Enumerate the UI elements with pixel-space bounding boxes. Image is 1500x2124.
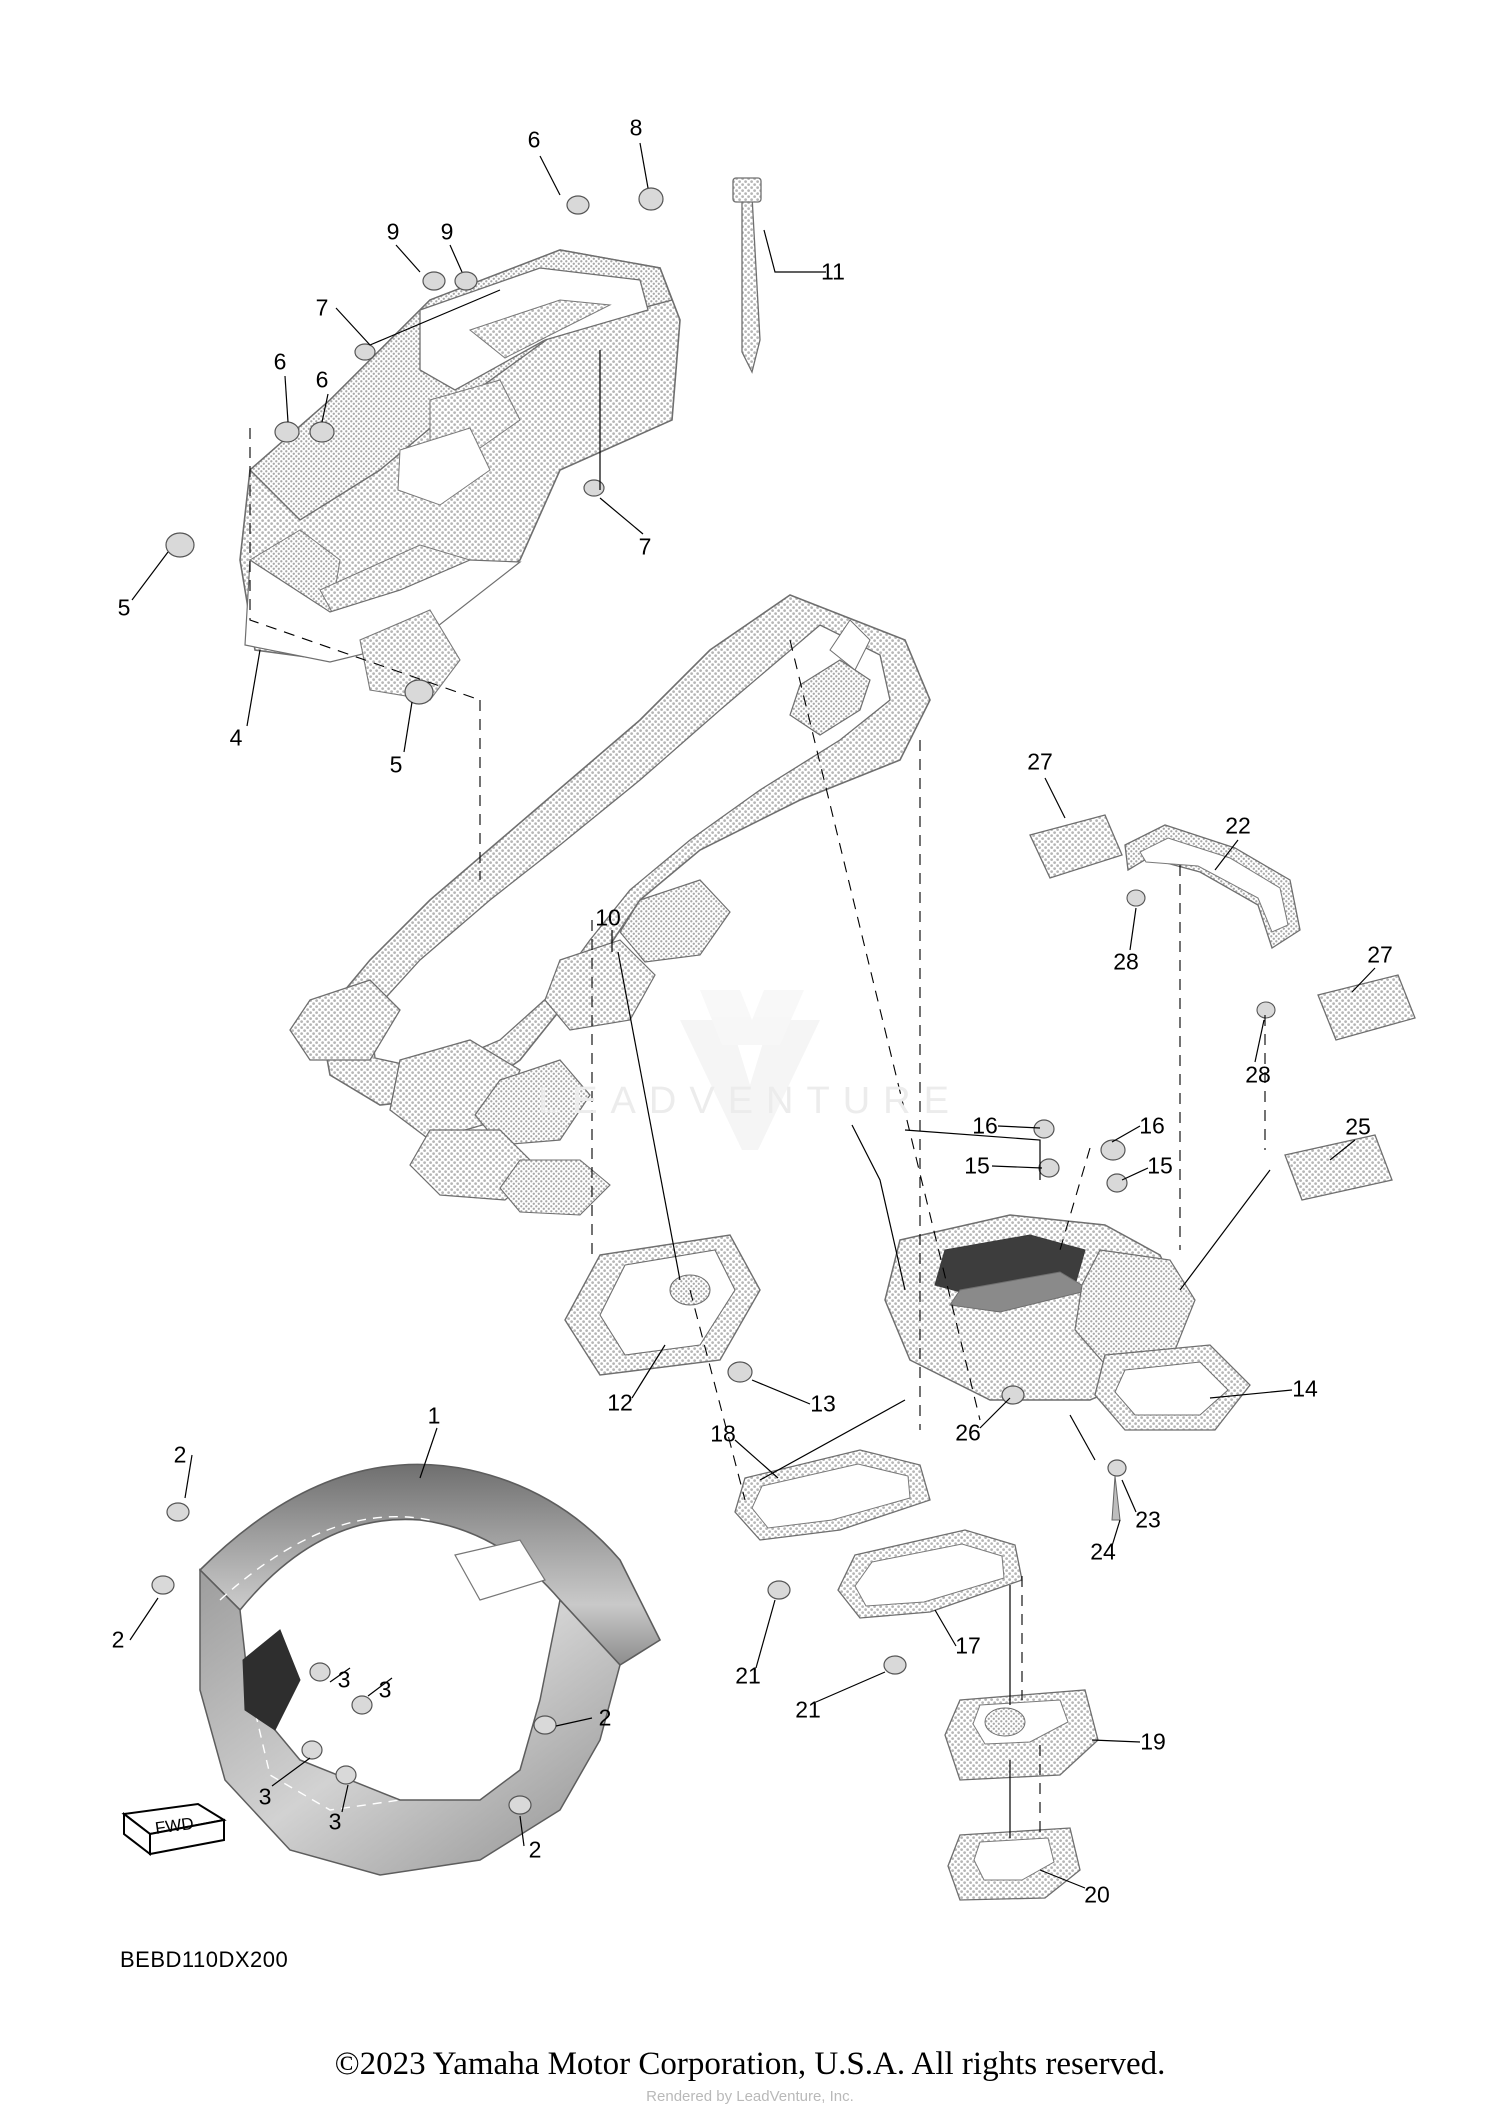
reflectors-and-rail <box>1030 812 1415 1200</box>
callout-17: 17 <box>955 1632 981 1659</box>
callout-3b: 3 <box>378 1676 392 1703</box>
callout-5b: 5 <box>389 751 403 778</box>
callout-28a: 28 <box>1113 948 1139 975</box>
watermark-logo <box>680 990 820 1150</box>
fwd-direction-icon <box>120 1800 230 1860</box>
callout-6: 6 <box>527 126 541 153</box>
callout-18: 18 <box>710 1420 736 1447</box>
callout-24: 24 <box>1090 1538 1116 1565</box>
callout-25: 25 <box>1345 1113 1371 1140</box>
callout-3d: 3 <box>328 1808 342 1835</box>
copyright-notice: ©2023 Yamaha Motor Corporation, U.S.A. All rights reserved. <box>334 2046 1166 2082</box>
callout-27b: 27 <box>1367 941 1393 968</box>
rendered-by-note: Rendered by LeadVenture, Inc. <box>646 2088 854 2105</box>
cable-tie <box>733 178 761 372</box>
callout-2c: 2 <box>598 1704 612 1731</box>
front-fender <box>200 1464 660 1875</box>
callout-21a: 21 <box>735 1662 761 1689</box>
callout-23: 23 <box>1135 1506 1161 1533</box>
callout-5a: 5 <box>117 594 131 621</box>
part-12-bracket <box>565 1235 760 1382</box>
callout-27a: 27 <box>1027 748 1053 775</box>
callout-19: 19 <box>1140 1728 1166 1755</box>
callout-9a: 9 <box>386 218 400 245</box>
callout-2d: 2 <box>528 1836 542 1863</box>
tail-assembly-14 <box>885 1215 1250 1430</box>
part-code-label: BEBD110DX200 <box>120 1947 289 1972</box>
plates-19-20 <box>945 1690 1098 1900</box>
callout-28b: 28 <box>1245 1061 1271 1088</box>
callout-15a: 15 <box>964 1152 990 1179</box>
callout-3c: 3 <box>258 1783 272 1810</box>
callout-21b: 21 <box>795 1696 821 1723</box>
callout-16a: 16 <box>972 1112 998 1139</box>
callout-12: 12 <box>607 1389 633 1416</box>
svg-text:FWD: FWD <box>153 1813 195 1838</box>
callout-7b: 7 <box>638 533 652 560</box>
callout-8: 8 <box>629 114 643 141</box>
callout-13: 13 <box>810 1390 836 1417</box>
callout-11: 11 <box>821 258 845 285</box>
callout-22: 22 <box>1225 812 1251 839</box>
callout-7a: 7 <box>315 294 329 321</box>
callout-10: 10 <box>595 904 621 931</box>
callout-16b: 16 <box>1139 1112 1165 1139</box>
callout-6c: 6 <box>315 366 329 393</box>
callout-6b: 6 <box>273 348 287 375</box>
callout-1: 1 <box>427 1402 441 1429</box>
callout-2b: 2 <box>111 1626 125 1653</box>
callout-20: 20 <box>1084 1881 1110 1908</box>
callout-15b: 15 <box>1147 1152 1173 1179</box>
callout-4: 4 <box>229 724 243 751</box>
callout-14: 14 <box>1292 1375 1318 1402</box>
callout-2a: 2 <box>173 1441 187 1468</box>
callout-26: 26 <box>955 1419 981 1446</box>
callout-9b: 9 <box>440 218 454 245</box>
rear-fender-assembly <box>240 250 680 700</box>
callout-3a: 3 <box>337 1666 351 1693</box>
watermark-text: LEADVENTURE <box>538 1080 962 1122</box>
